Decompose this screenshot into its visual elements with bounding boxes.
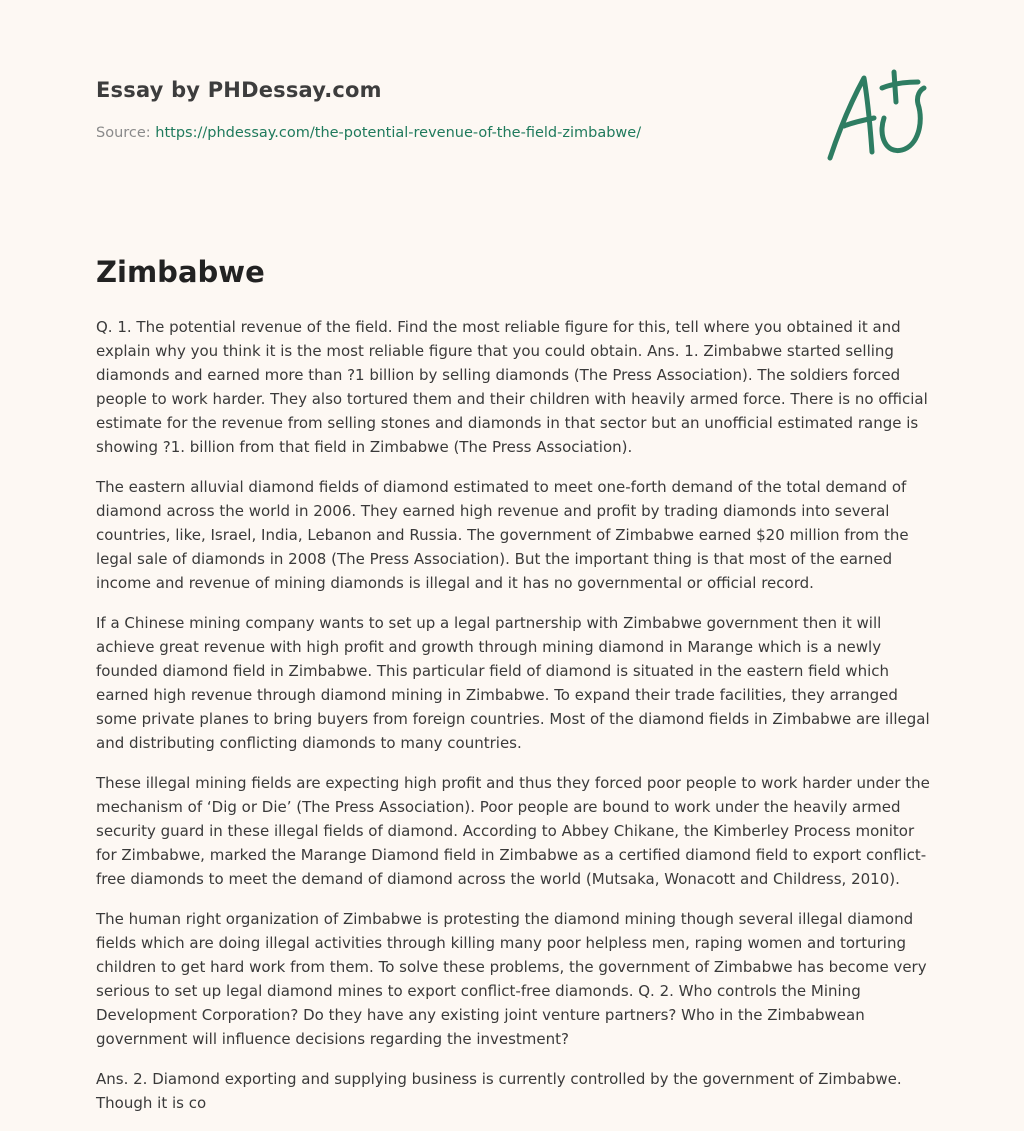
essay-paragraph: The human right organization of Zimbabwe is protesting the diamond mining though several illegal diamond fields which are doing illegal activities through killing many poor helpless men, raping women and torturing children to get hard work from them. To solve these problems, the government of Zimbabwe has become very serious to set up legal diamond mines to export conflict-free diamonds. Q. 2. Who controls the Mining Development Corporation? Do they have any existing joint venture partners? Who in the Zimbabwean government will influence decisions regarding the investment? <box>96 910 927 1048</box>
essay-title: Zimbabwe <box>96 255 265 289</box>
essay-paragraph: Q. 1. The potential revenue of the field. Find the most reliable figure for this, tell where you obtained it and explain why you think it is the most reliable figure that you could obtain. Ans. 1. Zimbabwe started selling diamonds and earned more than ?1 billion by selling diamonds (The Press Association). The soldiers forced people to work harder. They also tortured them and their children with heavily armed force. There is no official estimate for the revenue from selling stones and diamonds in that sector but an unofficial estimated range is showing ?1. billion from that field in Zimbabwe (The Press Association). <box>96 318 928 456</box>
a-plus-logo-icon <box>820 66 930 166</box>
site-header <box>96 76 796 143</box>
essay-body <box>96 315 930 1131</box>
essay-paragraph: These illegal mining fields are expecting high profit and thus they forced poor people to work harder under the mechanism of ‘Dig or Die’ (The Press Association). Poor people are bound to work under the heavily armed security guard in these illegal fields of diamond. According to Abbey Chikane, the Kimberley Process monitor for Zimbabwe, marked the Marange Diamond field in Zimbabwe as a certified diamond field to export conflict-free diamonds to meet the demand of diamond across the world (Mutsaka, Wonacott and Childress, 2010). <box>96 774 930 888</box>
essay-paragraph: If a Chinese mining company wants to set up a legal partnership with Zimbabwe government then it will achieve great revenue with high profit and growth through mining diamond in Marange which is a newly founded diamond field in Zimbabwe. This particular field of diamond is situated in the eastern field which earned high revenue through diamond mining in Zimbabwe. To expand their trade facilities, they arranged some private planes to bring buyers from foreign countries. Most of the diamond fields in Zimbabwe are illegal and distributing conflicting diamonds to many countries. <box>96 614 930 752</box>
essay-paragraph: The eastern alluvial diamond fields of diamond estimated to meet one-forth demand of the total demand of diamond across the world in 2006. They earned high revenue and profit by trading diamonds into several countries, like, Israel, India, Lebanon and Russia. The government of Zimbabwe earned $20 million from the legal sale of diamonds in 2008 (The Press Association). But the important thing is that most of the earned income and revenue of mining diamonds is illegal and it has no governmental or official record. <box>96 478 909 592</box>
source-line <box>96 123 796 143</box>
essay-paragraph: Ans. 2. Diamond exporting and supplying business is currently controlled by the government of Zimbabwe. Though it is co <box>96 1070 902 1112</box>
source-link[interactable]: https://phdessay.com/the-potential-revenue-of-the-field-zimbabwe/ <box>155 125 642 141</box>
source-label: Source: <box>96 125 156 141</box>
brand-title: Essay by PHDessay.com <box>96 78 382 102</box>
